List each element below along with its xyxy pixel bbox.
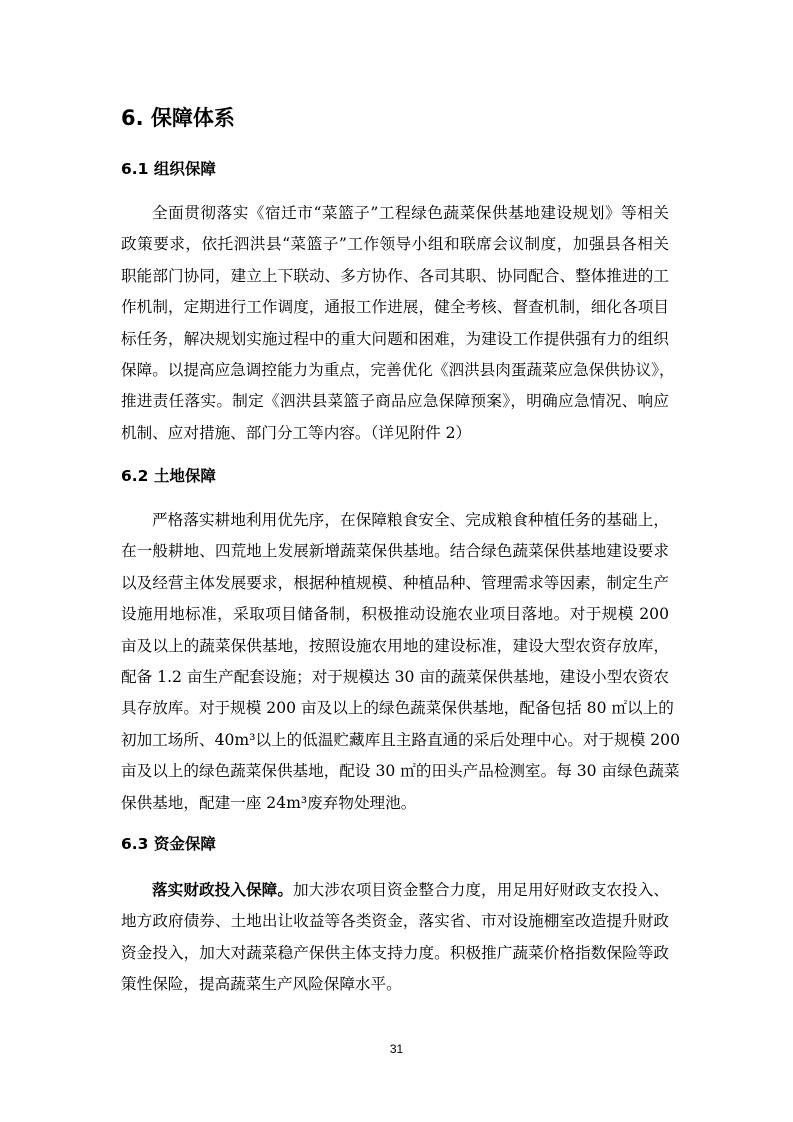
paragraph-line: 设施用地标准，采取项目储备制，积极推动设施农业项目落地。对于规模 200 [121, 605, 669, 624]
paragraph-line: 职能部门协同，建立上下联动、多方协作、各司其职、协同配合、整体推进的工 [121, 266, 669, 285]
paragraph-line: 保供基地，配建一座 24m³废弃物处理池。 [121, 793, 417, 812]
paragraph-line: 亩及以上的绿色蔬菜保供基地，配设 30 ㎡的田头产品检测室。每 30 亩绿色蔬菜 [121, 762, 680, 781]
paragraph-line: 作机制，定期进行工作调度，通报工作进展，健全考核、督查机制，细化各项目 [121, 298, 669, 317]
paragraph-line: 地方政府债券、土地出让收益等各类资金，落实省、市对设施棚室改造提升财政 [121, 912, 669, 931]
section-heading-funding: 6.3 资金保障 [121, 835, 216, 853]
paragraph-line [121, 874, 669, 906]
paragraph-line: 配备 1.2 亩生产配套设施；对于规模达 30 亩的蔬菜保供基地，建设小型农资农 [121, 668, 669, 687]
paragraph-line: 具存放库。对于规模 200 亩及以上的绿色蔬菜保供基地，配备包括 80 ㎡以上的 [121, 699, 674, 718]
section-heading-organization: 6.1 组织保障 [121, 160, 216, 178]
paragraph-line: 亩及以上的蔬菜保供基地，按照设施农用地的建设标准，建设大型农资存放库， [121, 636, 669, 655]
paragraph-line: 标任务，解决规划实施过程中的重大问题和困难，为建设工作提供强有力的组织 [121, 329, 669, 348]
paragraph-line: 保障。以提高应急调控能力为重点，完善优化《泗洪县肉蛋蔬菜应急保供协议》， [121, 361, 675, 380]
paragraph-line: 严格落实耕地利用优先序，在保障粮食安全、完成粮食种植任务的基础上， [152, 511, 669, 529]
paragraph-line-text: 加大涉农项目资金整合力度，用足用好财政支农投入、 [293, 881, 669, 899]
section-paragraph-organization [121, 198, 675, 449]
paragraph-line: 资金投入，加大对蔬菜稳产保供主体支持力度。积极推广蔬菜价格指数保险等政 [121, 943, 669, 962]
chapter-title: 6. 保障体系 [121, 106, 235, 130]
page-number: 31 [389, 1042, 404, 1056]
paragraph-line: 在一般耕地、四荒地上发展新增蔬菜保供基地。结合绿色蔬菜保供基地建设要求 [121, 542, 669, 561]
paragraph-line: 推进责任落实。制定《泗洪县菜篮子商品应急保障预案》，明确应急情况、响应 [121, 392, 669, 411]
paragraph-line: 全面贯彻落实《宿迁市“菜篮子”工程绿色蔬菜保供基地建设规划》等相关 [152, 204, 669, 222]
section-paragraph-land [121, 505, 681, 819]
paragraph-line: 政策要求，依托泗洪县“菜篮子”工作领导小组和联席会议制度，加强县各相关 [121, 235, 669, 254]
section-paragraph-funding [121, 874, 669, 1001]
paragraph-line: 初加工场所、40m³以上的低温贮藏库且主路直通的采后处理中心。对于规模 200 [121, 730, 681, 749]
paragraph-line: 策性保险，提高蔬菜生产风险保障水平。 [121, 975, 402, 994]
paragraph-line: 以及经营主体发展要求，根据种植规模、种植品种、管理需求等因素，制定生产 [121, 573, 669, 592]
section-heading-land: 6.2 土地保障 [121, 467, 216, 485]
paragraph-lead-phrase: 落实财政投入保障。 [152, 880, 294, 899]
paragraph-line: 机制、应对措施、部门分工等内容。（详见附件 2） [121, 423, 472, 442]
